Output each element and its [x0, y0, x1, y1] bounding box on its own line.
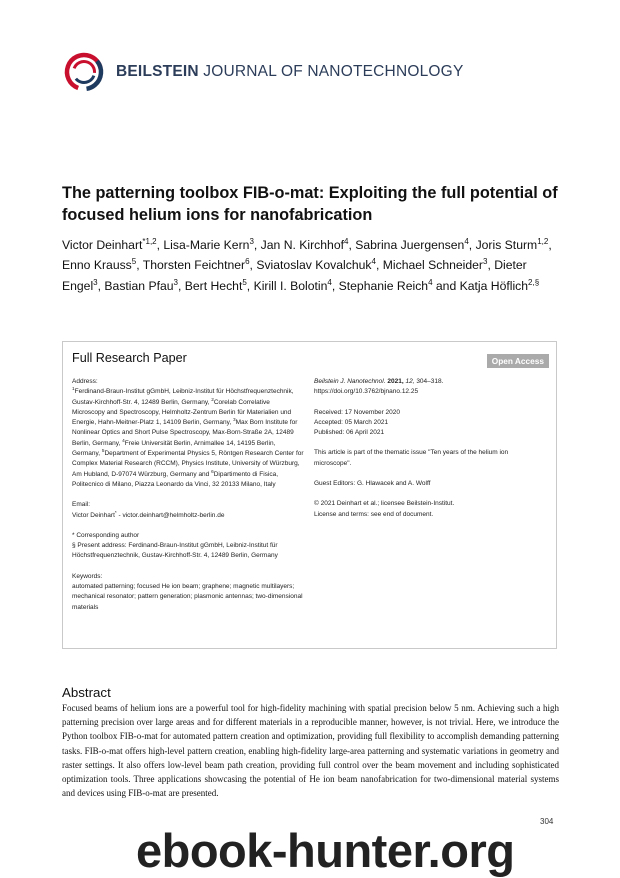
author-affiliation-mark: 3 [483, 257, 488, 267]
author-affiliation-mark: 5 [131, 257, 137, 267]
author-affiliation-mark: 4 [428, 277, 433, 287]
doi-link[interactable]: https://doi.org/10.3762/bjnano.12.25 [314, 388, 419, 396]
author-affiliation-mark: 3 [249, 236, 254, 246]
beilstein-logo-icon [62, 50, 106, 94]
author-affiliation-mark: 3 [173, 277, 178, 287]
author-affiliation-mark: 4 [327, 277, 332, 287]
abstract-text: Focused beams of helium ions are a powerful tool for high-fidelity machining with spatial precision below 5 nm. Achieving such a high patterning precision over large areas and for different materials in a reproducible manner, however, is not trivial. Here, we introduce the Python toolbox FIB-o-mat for automated pattern creation and optimization, providing full flexibility to accomplish demanding patterning tasks. FIB-o-mat offers high-level pattern creation, enabling high-fidelity large-area patterning and systematic variations in geometry and raster settings. It also offers low-level beam path creation, providing full control over the beam movement and including sophisticated optimization tools. Three applications showcasing the potential of He ion beam nanofabrication for two-dimensional material systems and devices using FIB-o-mat are presented. [62, 703, 559, 799]
page-number: 304 [540, 817, 554, 826]
accepted-date: Accepted: 05 March 2021 [314, 418, 389, 426]
email-label: Email: [72, 501, 91, 509]
affiliation-text: Freie Universität Berlin, Arnimallee 14, 14195 Berlin, Germany, [72, 439, 276, 458]
affiliations-column [72, 377, 304, 613]
affiliation-text: Corelab Correlative Microscopy and Spectroscopy, Helmholtz-Zentrum Berlin für Materialien und Energie, Hahn-Meitner-Platz 1, 14109 Berlin, Germany, [72, 398, 292, 427]
author-name: Michael Schneider [382, 258, 483, 273]
article-type-heading: Full Research Paper [72, 351, 187, 365]
author-affiliation-mark: 4 [344, 236, 349, 246]
author-name: Bastian Pfau [104, 278, 174, 293]
author-affiliation-mark: *1,2 [142, 236, 157, 246]
author-name: Victor Deinhart [62, 238, 143, 252]
journal-name: BEILSTEIN JOURNAL OF NANOTECHNOLOGY [116, 63, 464, 80]
copyright-line: © 2021 Deinhart et al.; licensee Beilstein-Institut. [314, 500, 455, 508]
author-name: Jan N. Kirchhof [260, 238, 344, 252]
article-title: The patterning toolbox FIB-o-mat: Exploiting the full potential of focused helium ions for nanofabrication [62, 184, 558, 224]
guest-editors: Guest Editors: G. Hlawacek and A. Wolff [314, 480, 431, 488]
watermark: ebook-hunter.org [136, 824, 515, 877]
email-link[interactable]: - victor.deinhart@helmholtz-berlin.de [116, 511, 225, 519]
affiliation-text: Ferdinand-Braun-Institut gGmbH, Leibniz-Institut für Höchstfrequenztechnik, Gustav-Kirchhoff-Str. 4, 12489 Berlin, Germany, [72, 388, 294, 406]
affiliation-mark: 2 [211, 396, 214, 402]
affiliation-text: Max Born Institute for Nonlinear Optics and Short Pulse Spectroscopy, Max-Born-Straße 2A, 12489 Berlin, Germany, [72, 419, 298, 447]
present-address-note: § Present address: Ferdinand-Braun-Institut gGmbH, Leibniz-Institut für Höchstfrequenztechnik, Gustav-Kirchhoff-Str. 4, 12489 Berlin, Germany [72, 542, 278, 560]
keywords-list: automated patterning; focused He ion beam; graphene; magnetic multilayers; mechanical resonator; pattern generation; plasmonic antennas; two-dimensional materials [72, 583, 303, 611]
author-name: Kirill I. Bolotin [253, 278, 328, 293]
affiliation-mark: 5 [101, 447, 105, 453]
author-name: Katja Höflich [459, 278, 529, 293]
author-name: Sviatoslav Kovalchuk [256, 258, 372, 273]
author-affiliation-mark: 2,§ [528, 277, 540, 287]
author-affiliation-mark: 1,2 [537, 236, 549, 246]
author-name: Joris Sturm [475, 238, 538, 252]
author-affiliation-mark: 6 [245, 257, 250, 267]
thematic-issue-note: This article is part of the thematic issue "Ten years of the helium ion microscope". [314, 449, 509, 467]
author-affiliation-mark: 5 [242, 277, 247, 287]
corresponding-note: * Corresponding author [72, 531, 140, 539]
author-name: Sabrina Juergensen [355, 238, 465, 252]
open-access-badge: Open Access [487, 354, 549, 368]
abstract-heading: Abstract [62, 685, 111, 700]
affiliation-text: Department of Experimental Physics 5, Röntgen Research Center for Complex Material Research (RCCM), Physics Institute, University of Würzburg, Am Hubland, D-97074 Würzburg, Germany and [72, 450, 304, 478]
address-label: Address: [72, 378, 98, 385]
author-name: Lisa-Marie Kern [163, 238, 250, 252]
affiliation-mark: 1 [72, 386, 75, 392]
affiliation-mark: 4 [122, 437, 125, 443]
author-list: Victor Deinhart$^{*1,2}$, Lisa-Marie Kern$^3$, Jan N. Kirchhof$^4$, Sabrina Juergensen$^4$, Joris Sturm$^{1,2}$, Enno Krauss$^5$, Thorsten Feichtner$^6$, Sviatoslav Kovalchuk$^4$, Michael Schneider$^3$, Dieter Engel$^3$, Bastian Pfau$^3$, Bert Hecht$^5$, Kirill I. Bolotin$^4$, Stephanie Reich$^4$ and Katja Höflich$^{2,\S}$ [62, 236, 552, 293]
author-affiliation-mark: 4 [464, 236, 469, 246]
author-name: Dieter Engel [62, 258, 527, 293]
license-line: License and terms: see end of document. [314, 510, 434, 518]
email-line: Victor Deinhart* - victor.deinhart@helmholtz-berlin.de [72, 509, 225, 519]
citation-column [314, 377, 546, 520]
article-info-box [62, 341, 557, 649]
keywords-label: Keywords: [72, 572, 103, 580]
affiliation-text: Dipartimento di Fisica, Politecnico di Milano, Piazza Leonardo da Vinci, 32 20133 Milano, Italy [72, 470, 279, 488]
author-affiliation-mark: 4 [371, 257, 376, 267]
citation-line: Beilstein J. Nanotechnol. 2021, 12, 304–318. [314, 378, 444, 385]
author-name: Bert Hecht [184, 278, 243, 293]
author-affiliation-mark: 3 [93, 277, 98, 287]
affiliation-mark: 3 [233, 417, 236, 423]
author-name: Enno Krauss [62, 258, 132, 273]
author-name: Thorsten Feichtner [142, 258, 246, 273]
published-date: Published: 06 April 2021 [314, 429, 385, 437]
author-name: Stephanie Reich [338, 278, 429, 293]
received-date: Received: 17 November 2020 [314, 408, 400, 416]
affiliation-mark: 6 [211, 468, 214, 474]
affiliation-list [72, 387, 304, 490]
